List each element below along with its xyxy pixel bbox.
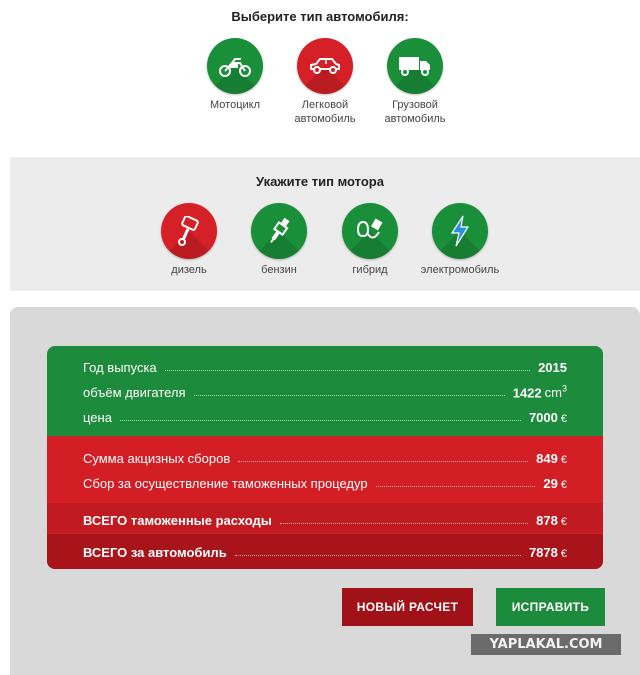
motorcycle-icon xyxy=(207,38,263,94)
motor-option-electric[interactable] xyxy=(410,203,510,277)
vehicle-option-label-line2: автомобиль xyxy=(384,113,446,125)
vehicle-option-label: Грузовой xyxy=(392,99,438,111)
vehicle-option-truck[interactable] xyxy=(365,38,465,126)
row-customs-fee xyxy=(83,473,567,491)
motor-option-label: бензин xyxy=(261,264,297,276)
row-label: Сумма акцизных сборов xyxy=(83,451,231,466)
row-value: 1422 $cm^3$ xyxy=(512,383,567,400)
row-value: 849 € xyxy=(536,451,567,466)
row-value: 7878 € xyxy=(528,545,567,560)
vehicle-option-car[interactable] xyxy=(275,38,375,126)
vehicle-option-label: Легковой xyxy=(301,99,349,111)
lightning-icon xyxy=(432,203,488,259)
row-value: 878 € xyxy=(536,513,567,528)
motor-option-label: электромобиль xyxy=(420,264,500,276)
vehicle-option-label-line2: автомобиль xyxy=(294,113,356,125)
row-label: ВСЕГО таможенные расходы xyxy=(83,513,272,528)
row-label: ВСЕГО за автомобиль xyxy=(83,545,227,560)
motor-option-petrol[interactable] xyxy=(229,203,329,277)
row-value: 2015 xyxy=(538,360,567,375)
row-year xyxy=(83,357,567,375)
spark-plug-icon xyxy=(251,203,307,259)
motor-option-label: дизель xyxy=(171,264,207,276)
new-calculation-button[interactable]: НОВЫЙ РАСЧЕТ xyxy=(342,588,473,626)
row-excise xyxy=(83,448,567,466)
row-label: Год выпуска xyxy=(83,360,157,375)
calculation-card xyxy=(47,346,603,569)
row-value: 7000 € xyxy=(528,410,567,425)
row-engine-volume xyxy=(83,382,567,400)
row-value: 29 € xyxy=(543,476,567,491)
vehicle-option-motorcycle[interactable] xyxy=(185,38,285,112)
row-label: Сбор за осуществление таможенных процедур xyxy=(83,476,368,491)
motor-option-hybrid[interactable] xyxy=(320,203,420,277)
motor-option-label: гибрид xyxy=(352,264,388,276)
truck-icon xyxy=(387,38,443,94)
car-icon xyxy=(297,38,353,94)
row-label: объём двигателя xyxy=(83,385,186,400)
fix-button[interactable]: ИСПРАВИТЬ xyxy=(496,588,605,626)
piston-icon xyxy=(161,203,217,259)
vehicle-type-title: Выберите тип автомобиля: xyxy=(231,9,409,24)
watermark: YAPLAKAL.COM xyxy=(471,634,621,655)
row-total-customs xyxy=(83,510,567,528)
motor-option-diesel[interactable] xyxy=(139,203,239,277)
vehicle-option-label: Мотоцикл xyxy=(210,99,260,111)
row-price xyxy=(83,407,567,425)
motor-type-title: Укажите тип мотора xyxy=(256,174,384,189)
hybrid-plug-icon xyxy=(342,203,398,259)
row-total-car xyxy=(83,542,567,560)
row-label: цена xyxy=(83,410,112,425)
